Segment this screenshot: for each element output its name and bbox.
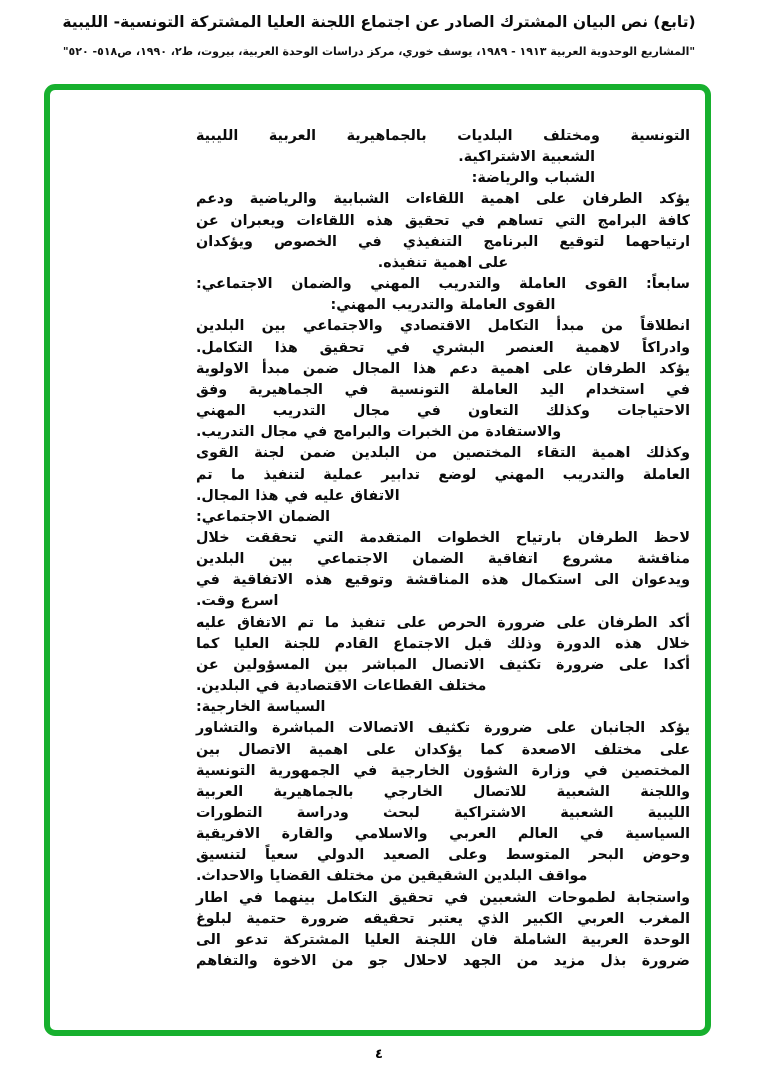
- text-line: التونسية ومختلف البلديات بالجماهيرية العربية الليبية: [196, 128, 690, 144]
- text-line: مواقف البلدين الشقيقين من مختلف القضايا والاحداث.: [196, 868, 588, 885]
- text-line: انطلاقاً من مبدأ التكامل الاقتصادي والاجتماعي بين البلدين: [196, 318, 690, 335]
- text-line: الوحدة العربية الشاملة فان اللجنة العليا المشتركة تدعو الى: [196, 931, 690, 948]
- text-line: سابعاً: القوى العاملة والتدريب المهني والضمان الاجتماعي:: [196, 276, 690, 293]
- text-line: يؤكد الجانبان على ضرورة تكثيف الاتصالات المباشرة والتشاور: [196, 720, 690, 737]
- body-text-column: [196, 126, 690, 972]
- text-line: أكد الطرفان على ضرورة الحرص على تنفيذ ما تم الاتفاق عليه: [196, 614, 690, 631]
- text-line: المختصين في وزارة الشؤون الخارجية في الجمهورية التونسية: [196, 762, 690, 779]
- text-line: الاحتياجات وكذلك التعاون في مجال التدريب المهني: [196, 403, 690, 420]
- text-line: وحوض البحر المتوسط وعلى الصعيد الدولي سعياً لتنسيق: [196, 847, 690, 864]
- text-line: يؤكد الطرفان على اهمية دعم هذا المجال ضمن مبدأ الاولوية: [196, 360, 690, 377]
- text-line: ارتياحهما لتوقيع البرنامج التنفيذي في الخصوص ويؤكدان: [196, 233, 690, 250]
- text-line: كافة البرامج التي تساهم في تحقيق هذه اللقاءات ويعبران عن: [196, 212, 690, 229]
- source-citation: "المشاريع الوحدوية العربية ١٩١٣ - ١٩٨٩، يوسف خوري، مركز دراسات الوحدة العربية، بيروت، ط٢، ١٩٩٠، ص٥١٨- ٥٢٠": [62, 45, 696, 58]
- text-line: ويدعوان الى استكمال هذه المناقشة وتوقيع هذه الاتفاقية في: [196, 572, 690, 589]
- text-line: لاحظ الطرفان بارتياح الخطوات المتقدمة التي تحققت خلال: [196, 529, 690, 546]
- text-line: مناقشة مشروع اتفاقية الضمان الاجتماعي بين البلدين: [196, 551, 690, 568]
- text-line: خلال هذه الدورة وذلك قبل الاجتماع القادم للجنة العليا كما: [196, 635, 690, 652]
- text-line: العاملة والتدريب المهني لوضع تدابير عملية لتنفيذ ما تم: [196, 466, 690, 483]
- text-line: والاستفادة من الخبرات والبرامج في مجال التدريب.: [196, 424, 562, 441]
- text-line: واستجابة لطموحات الشعبين في تحقيق التكامل بينهما في اطار: [196, 889, 690, 906]
- text-line: الشباب والرياضة:: [471, 170, 595, 187]
- text-line: الليبية الشعبية الاشتراكية لبحث ودراسة التطورات: [196, 805, 690, 821]
- text-line: الاتفاق عليه في هذا المجال.: [196, 487, 400, 504]
- text-line: السياسة الخارجية:: [196, 699, 326, 716]
- text-line: ضرورة بذل مزيد من الجهد لاحلال جو من الاخوة والتفاهم: [196, 953, 690, 970]
- text-line: الشعبية الاشتراكية.: [458, 149, 595, 166]
- text-line: السياسية في العالم العربي والاسلامي والقارة الافريقية: [196, 826, 690, 843]
- text-line: يؤكد الطرفان على اهمية اللقاءات الشبابية والرياضية ودعم: [196, 191, 690, 208]
- text-line: أكدا على ضرورة تكثيف الاتصال المباشر بين المسؤولين عن: [196, 656, 690, 673]
- text-line: على اهمية تنفيذه.: [377, 254, 509, 271]
- text-line: اسرع وقت.: [196, 593, 279, 610]
- text-line: وادراكاً لاهمية العنصر البشري في تحقيق هذا التكامل.: [196, 339, 690, 356]
- page-number: ٤: [375, 1047, 383, 1062]
- text-line: وكذلك اهمية التقاء المختصين من البلدين ضمن لجنة القوى: [196, 445, 690, 462]
- green-border-frame: [44, 84, 711, 1036]
- text-line: واللجنة الشعبية للاتصال الخارجي بالجماهيرية العربية: [196, 783, 690, 800]
- text-line: على مختلف الاصعدة كما يؤكدان على اهمية الاتصال بين: [196, 741, 690, 758]
- document-title: (تابع) نص البيان المشترك الصادر عن اجتماع اللجنة العليا المشتركة التونسية- الليبية: [62, 13, 696, 31]
- text-line: الضمان الاجتماعي:: [196, 508, 331, 525]
- text-line: مختلف القطاعات الاقتصادية في البلدين.: [196, 678, 487, 695]
- text-line: القوى العاملة والتدريب المهني:: [330, 297, 556, 314]
- text-line: المغرب العربي الكبير الذي يعتبر تحقيقه ضرورة حتمية لبلوغ: [196, 910, 690, 927]
- text-line: في استخدام اليد العاملة التونسية في الجماهيرية وفق: [196, 381, 690, 398]
